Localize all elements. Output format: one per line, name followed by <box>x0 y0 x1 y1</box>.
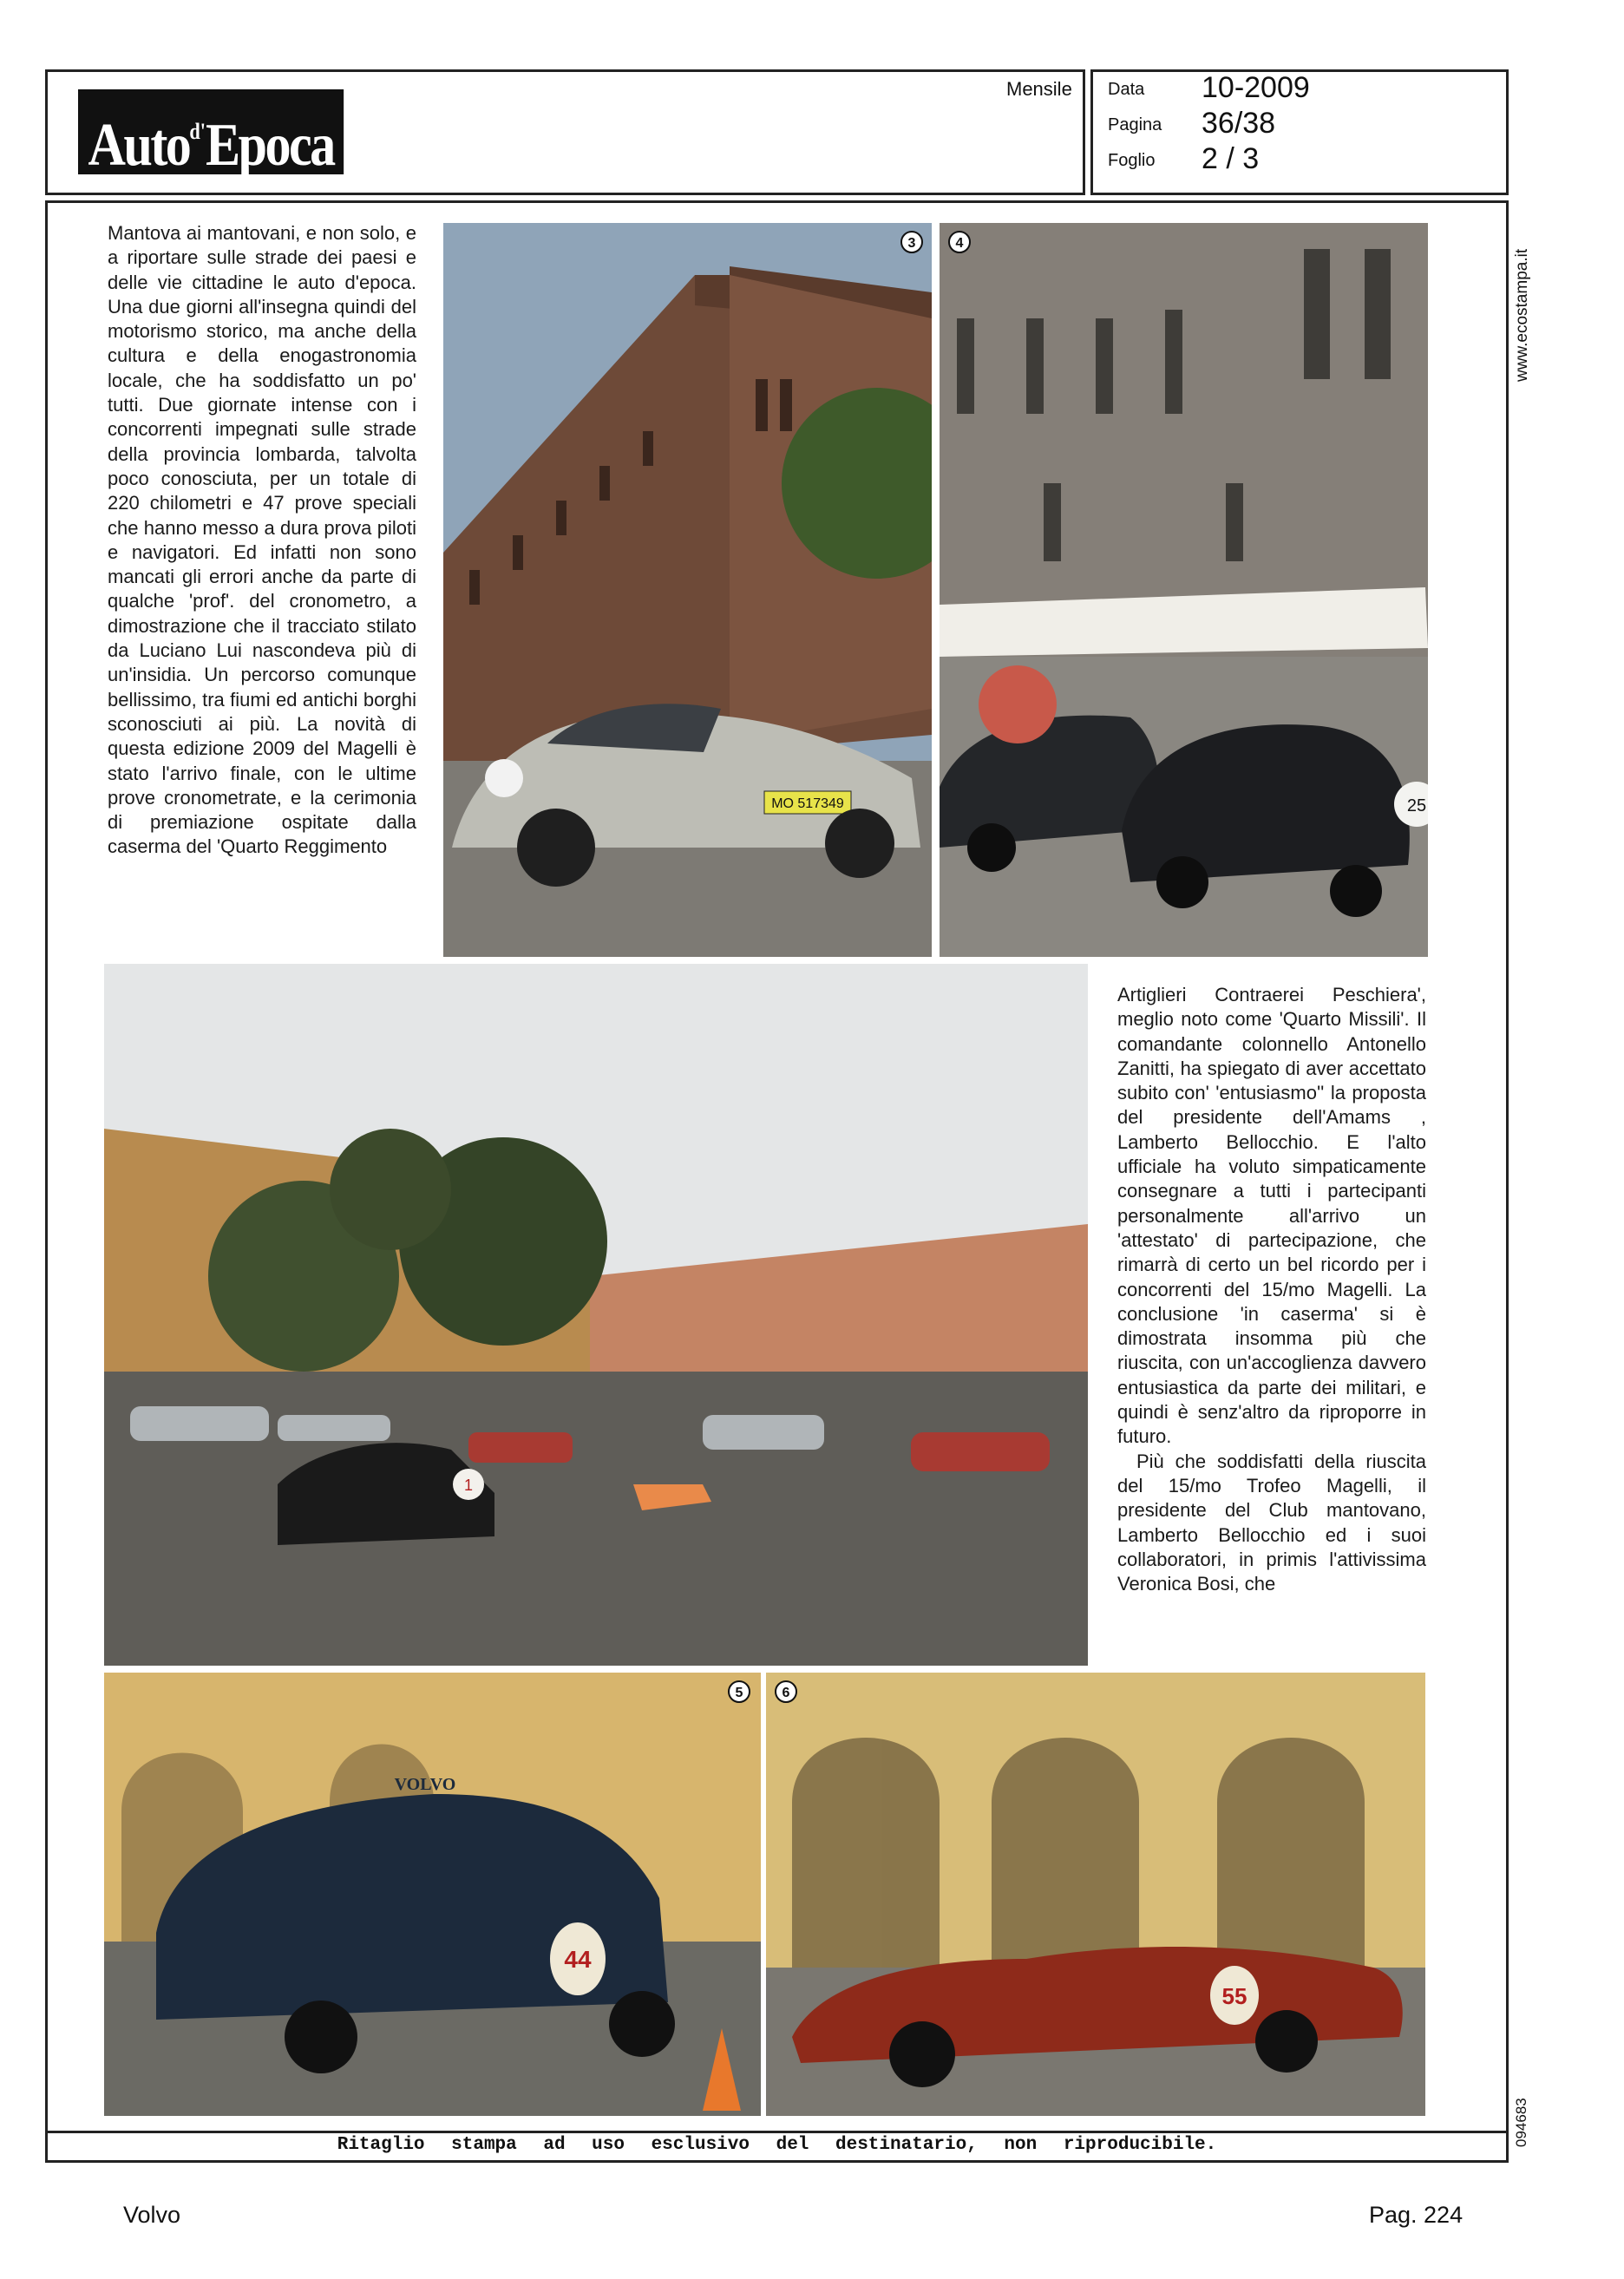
article-paragraph: Mantova ai mantovani, e non solo, e a riportare sulle strade dei paesi e delle vie cittadine le auto d'epoca. Una due giorni all'insegna quindi del motorismo storico, ma anche della cultura e della enogastronomia locale, che ha soddisfatto un po' tutti. Due giornate intense con i concorrenti impegnati sulle strade della provincia lombarda, talvolta poco conosciuta, per un totale di 220 chilometri e 47 prove speciali che hanno messo a dura prova piloti e navigatori. Ed infatti non sono mancati gli errori anche da parte di qualche 'prof'. del cronometro, a dimostrazione che il tracciato stilato da Luciano Lui nascondeva più di un'insidia. Un percorso comunque bellissimo, tra fiumi ed antichi borghi sconosciuti ai più. La novità di questa edizione 2009 del Magelli è stato l'arrivo finale, con le ultime prove cronometrate, e la cerimonia di premiazione ospitate dalla caserma del 'Quarto Reggimento <box>108 222 416 858</box>
sheet-label: Foglio <box>1108 151 1156 170</box>
page-value: 36/38 <box>1202 107 1276 140</box>
race-number: 44 <box>564 1946 592 1973</box>
article-left-column <box>108 221 416 860</box>
reproduction-disclaimer: Ritaglio stampa ad uso esclusivo del destinatario, non riproducibile. <box>337 2135 1217 2155</box>
clip-id: 094683 <box>1513 2098 1529 2147</box>
date-label: Data <box>1108 80 1145 99</box>
photo-palazzo-silver-coupe <box>443 223 932 957</box>
volvo-windscreen-badge: VOLVO <box>394 1775 456 1794</box>
article-right-column <box>1117 983 1426 1596</box>
source-url: www.ecostampa.it <box>1513 248 1531 382</box>
page-label: Pagina <box>1108 115 1162 134</box>
magazine-logo: Auto$^{d'}$Epoca <box>78 89 344 174</box>
license-plate: MO 517349 <box>771 796 844 811</box>
photo-number-badge: 4 <box>948 231 971 253</box>
publication-frequency: Mensile <box>1006 78 1072 100</box>
article-paragraph: Artiglieri Contraerei Peschiera', meglio noto come 'Quarto Missili'. Il comandante colonnello Antonello Zanitti, ha spiegato di aver accettato subito con' 'entusiasmo'' la proposta del presidente dell'Amams , Lamberto Bellocchio. E l'alto ufficiale ha voluto simpaticamente consegnare a tutti i partecipanti personalmente all'arrivo un 'attestato' di partecipazione, che rimarrà di certo un bel ricordo per i concorrenti del 15/mo Magelli. La conclusione 'in caserma' si è dimostrata insomma più che riuscita, con un'accoglienza davvero entusiastica da parte dei militari, e quindi è senz'altro da riproporre in futuro. <box>1117 984 1426 1448</box>
date-value: 10-2009 <box>1202 71 1310 104</box>
sheet-value: 2 / 3 <box>1202 142 1260 175</box>
photo-square-classic-cars <box>104 964 1088 1666</box>
photo-number-badge: 3 <box>900 231 923 253</box>
page-number: Pag. 224 <box>1369 2202 1464 2228</box>
brand-label: Volvo <box>123 2202 181 2228</box>
race-number: 1 <box>463 1477 474 1494</box>
article-paragraph: Più che soddisfatti della riuscita del 15/mo Trofeo Magelli, il presidente del Club mantovano, Lamberto Bellocchio ed i suoi collaboratori, in primis l'attivissima Veronica Bosi, che <box>1117 1450 1426 1595</box>
photo-number-badge: 5 <box>728 1680 750 1703</box>
race-number: 55 <box>1221 1983 1247 2009</box>
race-number: 25 <box>1406 796 1427 815</box>
photo-jaguar-arcade <box>766 1673 1425 2116</box>
photo-piazza-cars-awnings <box>940 223 1428 957</box>
photo-number-badge: 6 <box>775 1680 797 1703</box>
photo-volvo-arcade <box>104 1673 761 2116</box>
